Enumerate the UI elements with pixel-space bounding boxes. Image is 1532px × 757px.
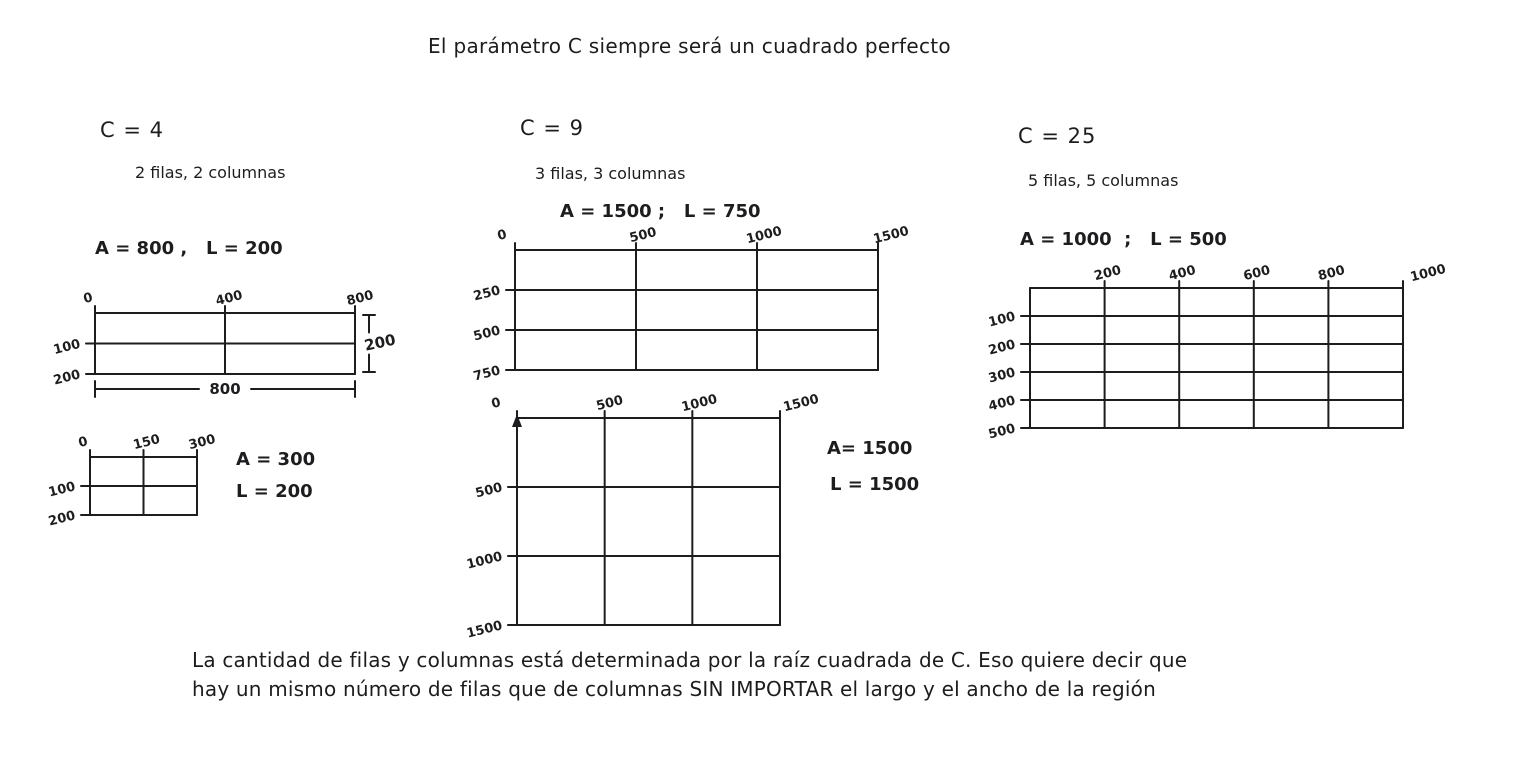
y-tick-label: 750 (472, 363, 502, 385)
grid-c25 (987, 261, 1448, 443)
c4-params-label: A = 800 , L = 200 (95, 238, 283, 259)
x-tick-label: 500 (594, 393, 625, 415)
grid-c9-wide (472, 223, 911, 385)
page-title: El parámetro C siempre será un cuadrado perfecto (428, 34, 951, 58)
y-tick-label: 100 (47, 479, 77, 501)
y-tick-label: 250 (472, 283, 502, 305)
grid-c4-wide (52, 288, 398, 398)
y-tick-label: 500 (474, 480, 504, 502)
axis-up-arrow-icon (512, 414, 522, 427)
c4-value-label: C = 4 (100, 118, 164, 142)
x-tick-label: 500 (628, 225, 659, 247)
y-tick-label: 500 (987, 421, 1017, 443)
grid-svg (472, 223, 911, 385)
grid-svg (987, 261, 1448, 443)
x-tick-label: 1000 (744, 223, 784, 248)
c9-rows-cols-label: 3 filas, 3 columnas (535, 164, 686, 183)
y-tick-label: 100 (52, 336, 82, 358)
x-tick-label: 1500 (781, 391, 821, 416)
y-tick-label: 200 (52, 367, 82, 389)
height-dimension-label: 200 (362, 330, 398, 355)
y-tick-label: 500 (472, 323, 502, 345)
y-tick-label: 200 (987, 337, 1017, 359)
c4-rows-cols-label: 2 filas, 2 columnas (135, 163, 286, 182)
y-tick-label: 400 (987, 393, 1017, 415)
x-tick-label: 400 (1167, 263, 1198, 285)
footer-line-1: La cantidad de filas y columnas está determinada por la raíz cuadrada de C. Eso quiere decir que (192, 648, 1188, 672)
grid-c9-square (465, 391, 920, 642)
c25-params-label: A = 1000 ; L = 500 (1020, 229, 1227, 250)
c25-value-label: C = 25 (1018, 124, 1097, 148)
y-tick-label: 100 (987, 309, 1017, 331)
grid-svg (465, 391, 821, 642)
width-dimension-label: 800 (209, 380, 241, 398)
y-tick-label: 1500 (465, 618, 504, 642)
x-tick-label: 1000 (1408, 261, 1448, 286)
x-tick-label: 800 (1316, 263, 1347, 285)
c25-rows-cols-label: 5 filas, 5 columnas (1028, 171, 1179, 190)
x-tick-label: 600 (1241, 263, 1272, 285)
x-tick-label: 0 (489, 395, 503, 412)
grid-svg (47, 432, 218, 530)
y-tick-label: 200 (47, 508, 77, 530)
x-tick-label: 0 (495, 227, 509, 244)
area-length-label: A = 300 (236, 449, 316, 470)
c9-value-label: C = 9 (520, 116, 584, 140)
area-length-label: A= 1500 (827, 438, 913, 459)
x-tick-label: 0 (76, 434, 90, 451)
x-tick-label: 1500 (871, 223, 911, 248)
x-tick-label: 800 (345, 288, 376, 310)
x-tick-label: 0 (81, 290, 95, 307)
y-tick-label: 1000 (465, 549, 504, 573)
x-tick-label: 300 (187, 432, 218, 454)
x-tick-label: 1000 (680, 391, 719, 416)
grid-c4-small (47, 432, 316, 530)
x-tick-label: 150 (131, 432, 162, 454)
x-tick-label: 400 (214, 288, 245, 310)
footer-line-2: hay un mismo número de filas que de columnas SIN IMPORTAR el largo y el ancho de la región (192, 677, 1156, 701)
x-tick-label: 200 (1092, 263, 1123, 285)
grid-svg (52, 288, 398, 398)
area-length-label: L = 1500 (830, 474, 920, 495)
area-length-label: L = 200 (236, 481, 313, 502)
y-tick-label: 300 (987, 365, 1017, 387)
c9-params-label: A = 1500 ; L = 750 (560, 201, 761, 222)
